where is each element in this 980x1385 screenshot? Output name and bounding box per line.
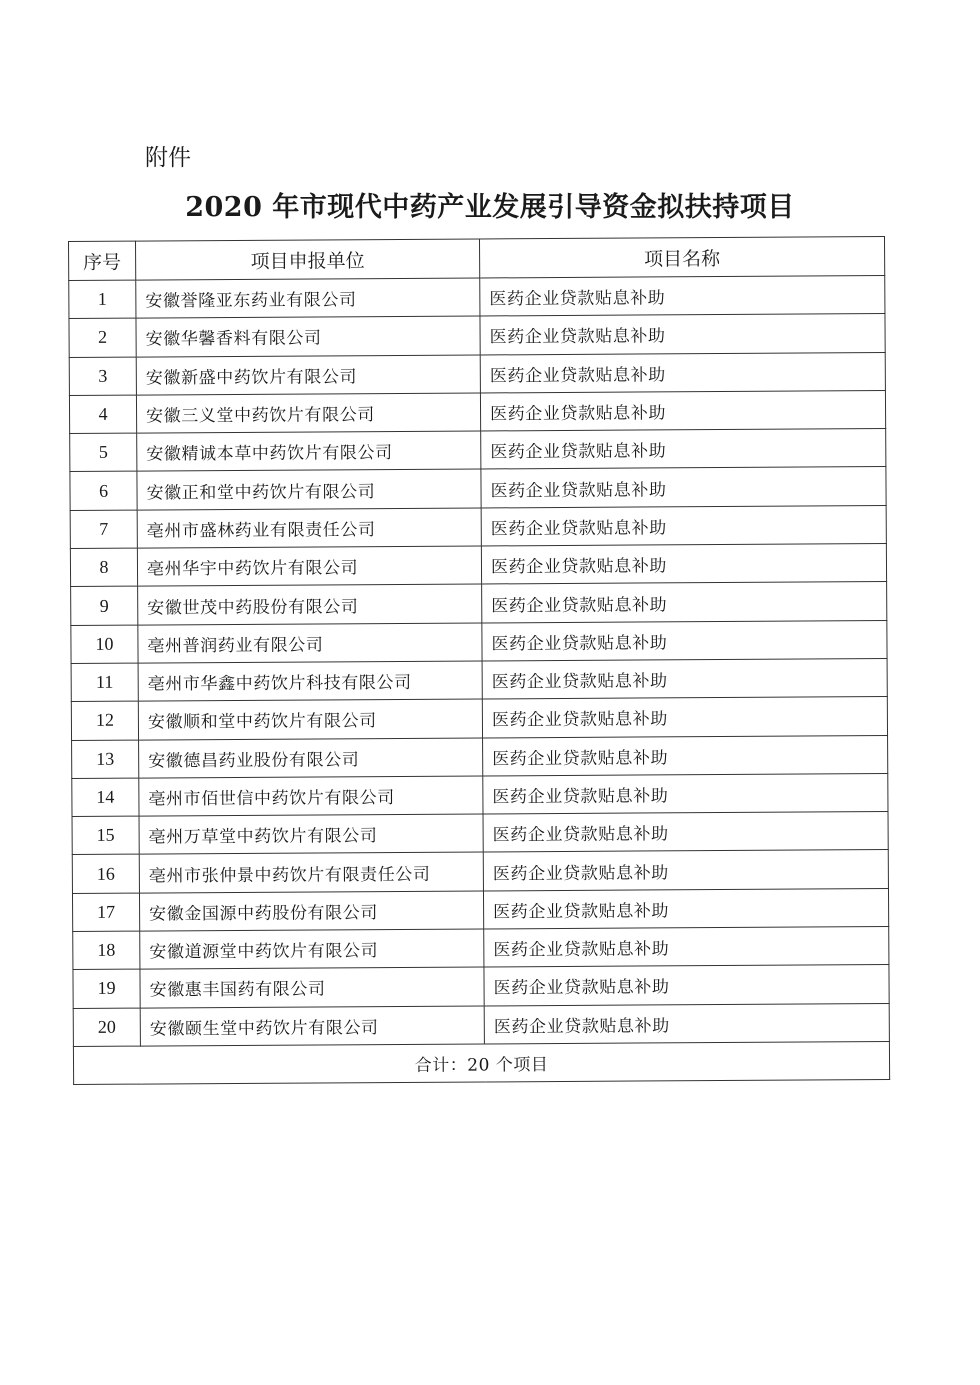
project-name-cell: 医药企业贷款贴息补助 [483,850,888,891]
applicant-unit-cell: 安徽惠丰国药有限公司 [140,967,484,1007]
applicant-unit-cell: 亳州华宇中药饮片有限公司 [137,546,481,586]
serial-number-cell: 9 [71,586,138,625]
applicant-unit-cell: 安徽誉隆亚东药业有限公司 [136,278,480,318]
project-name-cell: 医药企业贷款贴息补助 [482,582,887,623]
applicant-unit-cell: 亳州万草堂中药饮片有限公司 [139,814,483,854]
header-serial-number: 序号 [69,241,136,280]
project-table [68,236,890,1085]
project-name-cell: 医药企业贷款贴息补助 [481,505,886,546]
applicant-unit-cell: 亳州市华鑫中药饮片科技有限公司 [138,661,482,701]
table-row [69,276,885,319]
project-name-cell: 医药企业贷款贴息补助 [483,812,888,853]
table-row [72,888,888,931]
table-row [69,314,885,357]
table-row [71,582,887,625]
project-name-cell: 医药企业贷款贴息补助 [483,735,888,776]
table-row [71,658,887,701]
applicant-unit-cell: 安徽颐生堂中药饮片有限公司 [140,1006,484,1046]
header-applicant-unit: 项目申报单位 [136,239,480,280]
table-row [69,390,885,433]
project-name-cell: 医药企业贷款贴息补助 [484,965,889,1006]
applicant-unit-cell: 安徽道源堂中药饮片有限公司 [140,929,484,969]
table-row [69,352,885,395]
table-row [72,850,888,893]
applicant-unit-cell: 安徽顺和堂中药饮片有限公司 [138,699,482,739]
serial-number-cell: 13 [72,740,139,779]
table-row [70,429,886,472]
project-name-cell: 医药企业贷款贴息补助 [481,429,886,470]
project-name-cell: 医药企业贷款贴息补助 [482,658,887,699]
serial-number-cell: 7 [70,510,137,549]
serial-number-cell: 19 [73,969,140,1008]
project-name-cell: 医药企业贷款贴息补助 [482,697,887,738]
attachment-label: 附件 [145,145,191,171]
serial-number-cell: 2 [69,318,136,357]
serial-number-cell: 20 [73,1008,140,1047]
table-row [72,735,888,778]
table-total-row [73,1041,889,1084]
serial-number-cell: 4 [69,395,136,434]
project-name-cell: 医药企业贷款贴息补助 [482,620,887,661]
serial-number-cell: 15 [72,816,139,855]
applicant-unit-cell: 安徽华馨香料有限公司 [136,316,480,356]
project-table-container [68,236,889,1085]
serial-number-cell: 16 [72,855,139,894]
project-name-cell: 医药企业贷款贴息补助 [484,1003,889,1044]
applicant-unit-cell: 安徽新盛中药饮片有限公司 [136,355,480,395]
table-row [70,505,886,548]
serial-number-cell: 3 [69,357,136,396]
table-row [71,620,887,663]
table-body [69,276,890,1047]
table-row [72,812,888,855]
serial-number-cell: 17 [72,893,139,932]
applicant-unit-cell: 亳州市佰世信中药饮片有限公司 [139,776,483,816]
serial-number-cell: 10 [71,625,138,664]
project-name-cell: 医药企业贷款贴息补助 [481,544,886,585]
serial-number-cell: 5 [70,433,137,472]
serial-number-cell: 6 [70,472,137,511]
total-cell: 合计：20 个项目 [73,1041,889,1084]
table-row [73,1003,889,1046]
applicant-unit-cell: 安徽精诚本草中药饮片有限公司 [137,431,481,471]
applicant-unit-cell: 亳州市张仲景中药饮片有限责任公司 [139,852,483,892]
applicant-unit-cell: 安徽正和堂中药饮片有限公司 [137,469,481,509]
table-row [73,965,889,1008]
project-name-cell: 医药企业贷款贴息补助 [483,888,888,929]
table-row [72,773,888,816]
table-row [70,544,886,587]
serial-number-cell: 1 [69,280,136,319]
table-row [71,697,887,740]
serial-number-cell: 8 [70,548,137,587]
project-name-cell: 医药企业贷款贴息补助 [480,390,885,431]
project-name-cell: 医药企业贷款贴息补助 [481,467,886,508]
table-header-row [69,237,885,281]
project-name-cell: 医药企业贷款贴息补助 [483,773,888,814]
project-name-cell: 医药企业贷款贴息补助 [480,352,885,393]
table-row [70,467,886,510]
serial-number-cell: 14 [72,778,139,817]
page-title: 2020 年市现代中药产业发展引导资金拟扶持项目 [185,192,795,223]
applicant-unit-cell: 安徽德昌药业股份有限公司 [139,738,483,778]
project-name-cell: 医药企业贷款贴息补助 [484,927,889,968]
applicant-unit-cell: 安徽世茂中药股份有限公司 [138,584,482,624]
applicant-unit-cell: 安徽金国源中药股份有限公司 [139,891,483,931]
serial-number-cell: 18 [73,931,140,970]
applicant-unit-cell: 亳州市盛林药业有限责任公司 [137,508,481,548]
project-name-cell: 医药企业贷款贴息补助 [480,276,885,317]
applicant-unit-cell: 亳州普润药业有限公司 [138,623,482,663]
serial-number-cell: 11 [71,663,138,702]
project-name-cell: 医药企业贷款贴息补助 [480,314,885,355]
table-row [73,927,889,970]
header-project-name: 项目名称 [479,237,884,278]
serial-number-cell: 12 [71,701,138,740]
applicant-unit-cell: 安徽三义堂中药饮片有限公司 [136,393,480,433]
